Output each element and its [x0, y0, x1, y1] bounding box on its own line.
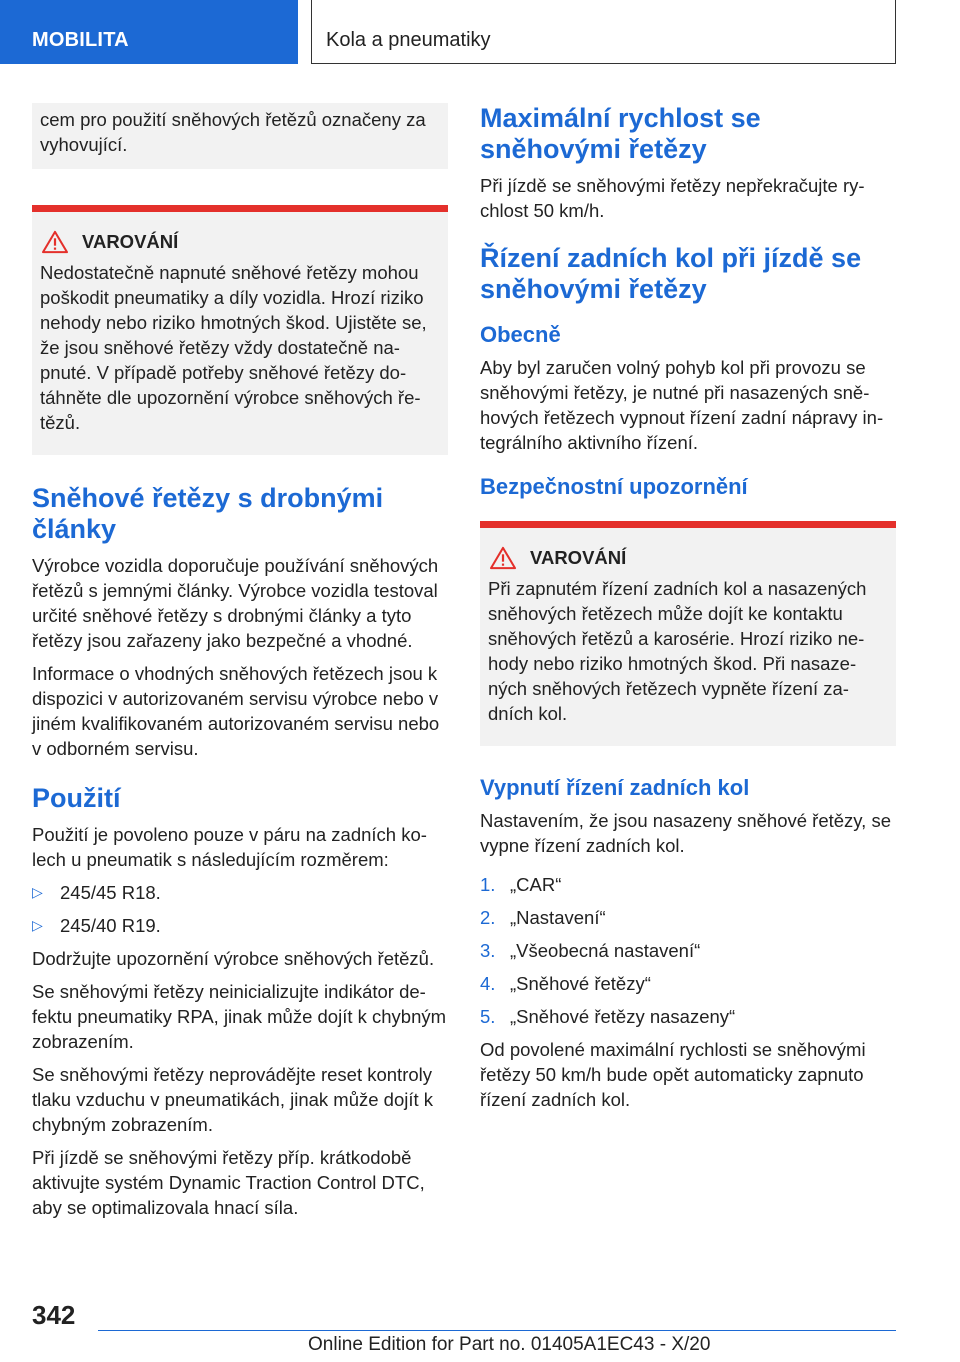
paragraph-auto-reenable: Od povolené maximální rychlosti se sněhovými řetězy 50 km/h bude opět automaticky zapnuto řízení zadních kol. — [480, 1039, 866, 1110]
step-text: „Sněhové řetězy“ — [510, 973, 651, 994]
tire-size: 245/45 R18. — [60, 882, 161, 903]
list-item — [480, 905, 896, 930]
warning-triangle-icon — [40, 230, 70, 254]
heading-disable-steering: Vypnutí řízení zadních kol — [480, 775, 750, 800]
list-item — [32, 880, 448, 905]
heading-fine-link-chains: Sněhové řetězy s drobnými články — [32, 483, 384, 544]
warning-title — [40, 230, 440, 254]
heading-general: Obecně — [480, 322, 561, 347]
list-item — [32, 913, 448, 938]
footer-edition: Online Edition for Part no. 01405A1EC43 - X/20 — [308, 1334, 711, 1355]
tire-size-list — [32, 880, 448, 938]
paragraph-rpa: Se sněhovými řetězy neinicializujte indikátor defektu pneumatiky RPA, jinak může dojít k chybným zobrazením. — [32, 981, 447, 1052]
menu-steps-list — [480, 872, 896, 1029]
warning-text: Při zapnutém řízení zadních kol a nasazených sněhových řetězech může dojít ke kontaktu sněhových řetězů a karosérie. Hrozí riziko nehody nebo riziko hmotných škod. Při nasazených sněhových řetězech vypněte řízení zadních kol. — [488, 578, 867, 724]
list-item — [480, 938, 896, 963]
left-column — [32, 103, 448, 1228]
step-number: 2. — [480, 907, 496, 928]
warning-box-chains — [32, 205, 448, 455]
list-item — [480, 1004, 896, 1029]
step-text: „Všeobecná nastavení“ — [510, 940, 701, 961]
paragraph-disable: Nastavením, že jsou nasazeny sněhové řetězy, se vypne řízení zadních kol. — [480, 810, 891, 856]
header-chapter: Kola a pneumatiky — [311, 0, 896, 64]
step-text: „Nastavení“ — [510, 907, 606, 928]
list-item — [480, 872, 896, 897]
paragraph-reset: Se sněhovými řetězy neprovádějte reset kontroly tlaku vzduchu v pneumatikách, jinak může dojít k chybným zobrazením. — [32, 1064, 434, 1135]
warning-title — [488, 546, 888, 570]
warning-title-text: VAROVÁNÍ — [82, 231, 179, 252]
triangle-bullet-icon: ▷ — [32, 884, 43, 900]
page-number: 342 — [32, 1300, 76, 1330]
warning-box-steering — [480, 521, 896, 746]
paragraph-max-speed: Při jízdě se sněhovými řetězy nepřekračujte rychlost 50 km/h. — [480, 175, 865, 221]
paragraph-use: Použití je povoleno pouze v páru na zadních kolech u pneumatik s následujícím rozměrem: — [32, 824, 427, 870]
warning-text: Nedostatečně napnuté sněhové řetězy mohou poškodit pneumatiky a díly vozidla. Hrozí riziko nehody nebo riziko hmotných škod. Ujistěte se, že jsou sněhové řetězy vždy dostatečně napnuté. V případě potřeby sněhové řetězy dotáhněte dle upozornění výrobce sněhových řetězů. — [40, 262, 427, 433]
list-item — [480, 971, 896, 996]
step-text: „Sněhové řetězy nasazeny“ — [510, 1006, 736, 1027]
heading-max-speed: Maximální rychlost se sněhovými řetězy — [480, 103, 761, 164]
triangle-bullet-icon: ▷ — [32, 917, 43, 933]
paragraph-dtc: Při jízdě se sněhovými řetězy příp. krátkodobě aktivujte systém Dynamic Traction Control DTC, aby se optimalizovala hnací síla. — [32, 1147, 425, 1218]
paragraph-follow: Dodržujte upozornění výrobce sněhových řetězů. — [32, 948, 435, 969]
step-number: 5. — [480, 1006, 496, 1027]
heading-use: Použití — [32, 783, 121, 813]
tire-size: 245/40 R19. — [60, 915, 161, 936]
warning-title-text: VAROVÁNÍ — [530, 547, 627, 568]
warning-triangle-icon — [488, 546, 518, 570]
right-column — [480, 103, 896, 1120]
heading-rear-steering: Řízení zadních kol při jízdě se sněhovými řetězy — [480, 243, 862, 304]
step-number: 3. — [480, 940, 496, 961]
step-number: 4. — [480, 973, 496, 994]
intro-note: cem pro použití sněhových řetězů označeny za vyhovující. — [32, 103, 448, 169]
paragraph-general: Aby byl zaručen volný pohyb kol při provozu se sněhovými řetězy, je nutné při nasazených sněhových řetězech vypnout řízení zadní nápravy integrálního aktivního řízení. — [480, 357, 884, 453]
paragraph-chains-info: Informace o vhodných sněhových řetězech jsou k dispozici v autorizovaném servisu výrobce nebo v jiném kvalifikovaném autorizovaném servisu nebo v odborném servisu. — [32, 663, 440, 759]
step-text: „CAR“ — [510, 874, 562, 895]
footer-divider — [98, 1330, 896, 1331]
header-section: MOBILITA — [0, 0, 298, 64]
heading-safety: Bezpečnostní upozornění — [480, 474, 748, 499]
paragraph-chains-recommend: Výrobce vozidla doporučuje používání sněhových řetězů s jemnými články. Výrobce vozidla testoval určité sněhové řetězy s drobnými články a tyto řetězy jsou zařazeny jako bezpečné a vhodné. — [32, 555, 439, 651]
step-number: 1. — [480, 874, 496, 895]
